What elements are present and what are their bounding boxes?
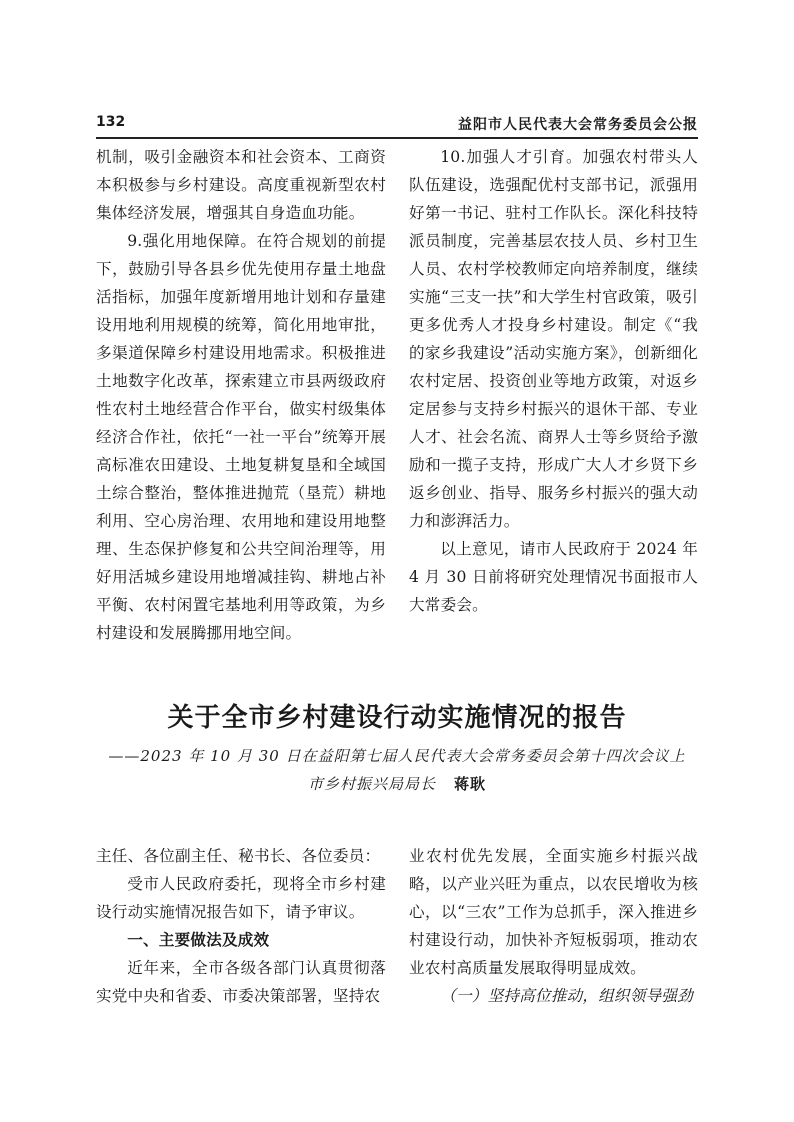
subtitle-dash: —— [108, 747, 141, 765]
article-subtitle [96, 745, 698, 766]
paragraph: 以上意见，请市人民政府于 2024 年 4 月 30 日前将研究处理情况书面报市人大常委会。 [409, 540, 698, 614]
paragraph: 受市人民政府委托，现将全市乡村建设行动实施情况报告如下，请予审议。 [96, 875, 386, 921]
author-org: 市乡村振兴局局长 [307, 775, 436, 793]
article-title: 关于全市乡村建设行动实施情况的报告 [167, 703, 627, 733]
paragraph: 业农村优先发展，全面实施乡村振兴战略，以产业兴旺为重点，以农民增收为核心，以“三农”工作为总抓手，深入推进乡村建设行动，加快补齐短板弱项，推动农业农村高质量发展取得明显成效。 [409, 847, 698, 977]
subsection-heading: （一）坚持高位推动，组织领导强劲 [440, 987, 693, 1005]
article-author [96, 773, 698, 794]
section-heading: 一、主要做法及成效 [127, 931, 270, 949]
author-name: 蒋耿 [454, 775, 487, 793]
header-rule [96, 137, 698, 139]
top-left-column [96, 143, 386, 647]
paragraph: 10.加强人才引育。加强农村带头人队伍建设，选强配优村支部书记，派强用好第一书记、驻村工作队长。深化科技特派员制度，完善基层农技人员、乡村卫生人员、农村学校教师定向培养制度，继续实施“三支一扶”和大学生村官政策，吸引更多优秀人才投身乡村建设。制定《“我的家乡我建设”活动实施方案》，创新细化农村定居、投资创业等地方政策，对返乡定居参与支持乡村振兴的退休干部、专业人才、社会名流、商界人士等乡贤给予激励和一揽子支持，形成广大人才乡贤下乡返乡创业、指导、服务乡村振兴的强大动力和澎湃活力。 [409, 148, 698, 530]
bottom-left-column [96, 842, 386, 1010]
subtitle-text: 2023 年 10 月 30 日在益阳第七届人民代表大会常务委员会第十四次会议上 [140, 747, 686, 765]
paragraph: 机制，吸引金融资本和社会资本、工商资本积极参与乡村建设。高度重视新型农村集体经济发展，增强其自身造血功能。 [96, 148, 386, 222]
journal-title: 益阳市人民代表大会常务委员会公报 [458, 117, 698, 133]
paragraph: 9.强化用地保障。在符合规划的前提下，鼓励引导各县乡优先使用存量土地盘活指标，加强年度新增用地计划和存量建设用地利用规模的统筹，简化用地审批，多渠道保障乡村建设用地需求。积极推进土地数字化改革，探索建立市县两级政府性农村土地经营合作平台，做实村级集体经济合作社，依托“一社一平台”统筹开展高标准农田建设、土地复耕复垦和全域国土综合整治，整体推进抛荒（垦荒）耕地利用、空心房治理、农用地和建设用地整理、生态保护修复和公共空间治理等，用好用活城乡建设用地增减挂钩、耕地占补平衡、农村闲置宅基地利用等政策，为乡村建设和发展腾挪用地空间。 [96, 232, 386, 642]
page-number: 132 [96, 114, 126, 130]
salutation: 主任、各位副主任、秘书长、各位委员： [96, 847, 381, 865]
bottom-right-column [409, 842, 698, 1010]
top-right-column [409, 143, 698, 619]
page-header [96, 114, 698, 136]
paragraph: 近年来，全市各级各部门认真贯彻落实党中央和省委、市委决策部署，坚持农 [96, 959, 386, 1005]
